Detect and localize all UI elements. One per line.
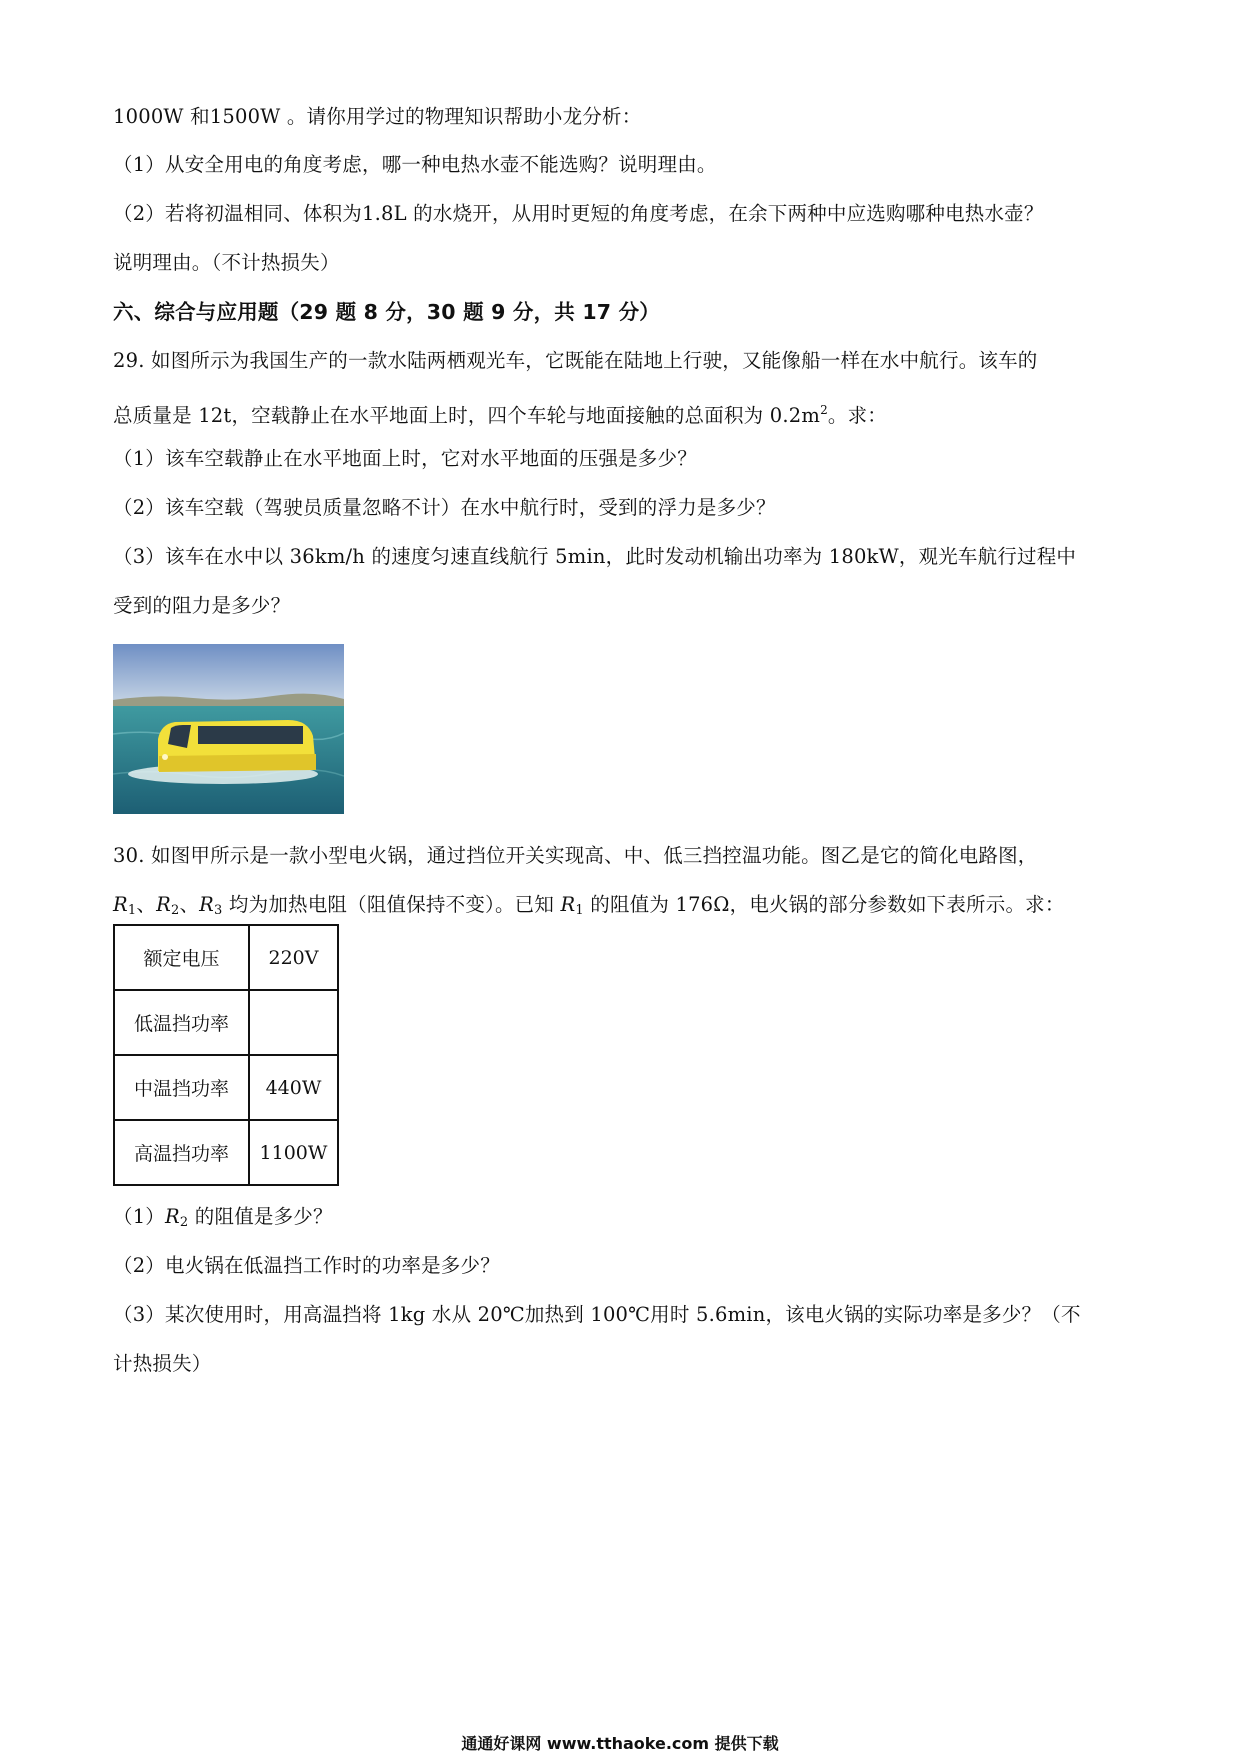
text-line: （1）从安全用电的角度考虑，哪一种电热水壶不能选购？说明理由。 — [113, 153, 717, 176]
params-table — [113, 924, 339, 1186]
question-30-part-2: （2）电火锅在低温挡工作时的功率是多少？ — [113, 1254, 500, 1277]
param-label: 中温挡功率 — [114, 1055, 249, 1120]
table-row — [114, 925, 338, 990]
param-value — [249, 990, 338, 1055]
amphibious-bus-photo — [113, 644, 344, 814]
param-value: 1100W — [249, 1120, 338, 1185]
text-line: $R_1$、$R_2$、$R_3$ 均为加热电阻（阻值保持不变）。已知 $R_1$ 的阻值为 176Ω，电火锅的部分参数如下表所示。求： — [113, 893, 1065, 918]
text-line: 计热损失） — [113, 1352, 212, 1375]
param-value: 440W — [249, 1055, 338, 1120]
param-value: 220V — [249, 925, 338, 990]
param-label: 高温挡功率 — [114, 1120, 249, 1185]
table-row — [114, 1055, 338, 1120]
table-row — [114, 1120, 338, 1185]
param-label: 额定电压 — [114, 925, 249, 990]
text-line: 说明理由。（不计热损失） — [113, 251, 340, 274]
question-29-part-2: （2）该车空载（驾驶员质量忽略不计）在水中航行时，受到的浮力是多少？ — [113, 496, 776, 519]
text-line: 总质量是 12t，空载静止在水平地面上时，四个车轮与地面接触的总面积为 $0.2m^2$。求： — [113, 403, 888, 427]
question-30: 30. 如图甲所示是一款小型电火锅，通过挡位开关实现高、中、低三挡控温功能。图乙是它的简化电路图， — [113, 844, 1038, 867]
question-29-part-1: （1）该车空载静止在水平地面上时，它对水平地面的压强是多少？ — [113, 447, 697, 470]
text-line: 1000W 和1500W 。请你用学过的物理知识帮助小龙分析： — [113, 105, 642, 128]
question-30-part-3: （3）某次使用时，用高温挡将 1kg 水从 20℃加热到 100℃用时 5.6min，该电火锅的实际功率是多少？（不 — [113, 1303, 1081, 1326]
question-29: 29. 如图所示为我国生产的一款水陆两栖观光车，它既能在陆地上行驶，又能像船一样在水中航行。该车的 — [113, 349, 1038, 372]
param-label: 低温挡功率 — [114, 990, 249, 1055]
text-line: （2）若将初温相同、体积为1.8L 的水烧开，从用时更短的角度考虑，在余下两种中应选购哪种电热水壶？ — [113, 202, 1044, 225]
table-row — [114, 990, 338, 1055]
text-line: 受到的阻力是多少？ — [113, 594, 291, 617]
question-29-part-3: （3）该车在水中以 36km/h 的速度匀速直线航行 5min，此时发动机输出功率为 180kW，观光车航行过程中 — [113, 545, 1077, 568]
section-heading: 六、综合与应用题（29 题 8 分，30 题 9 分，共 17 分） — [113, 300, 661, 324]
page-footer: 通通好课网 www.tthaoke.com 提供下载 — [461, 1734, 779, 1753]
question-30-part-1: $(1)R_2$ 的阻值是多少？ — [113, 1205, 333, 1230]
